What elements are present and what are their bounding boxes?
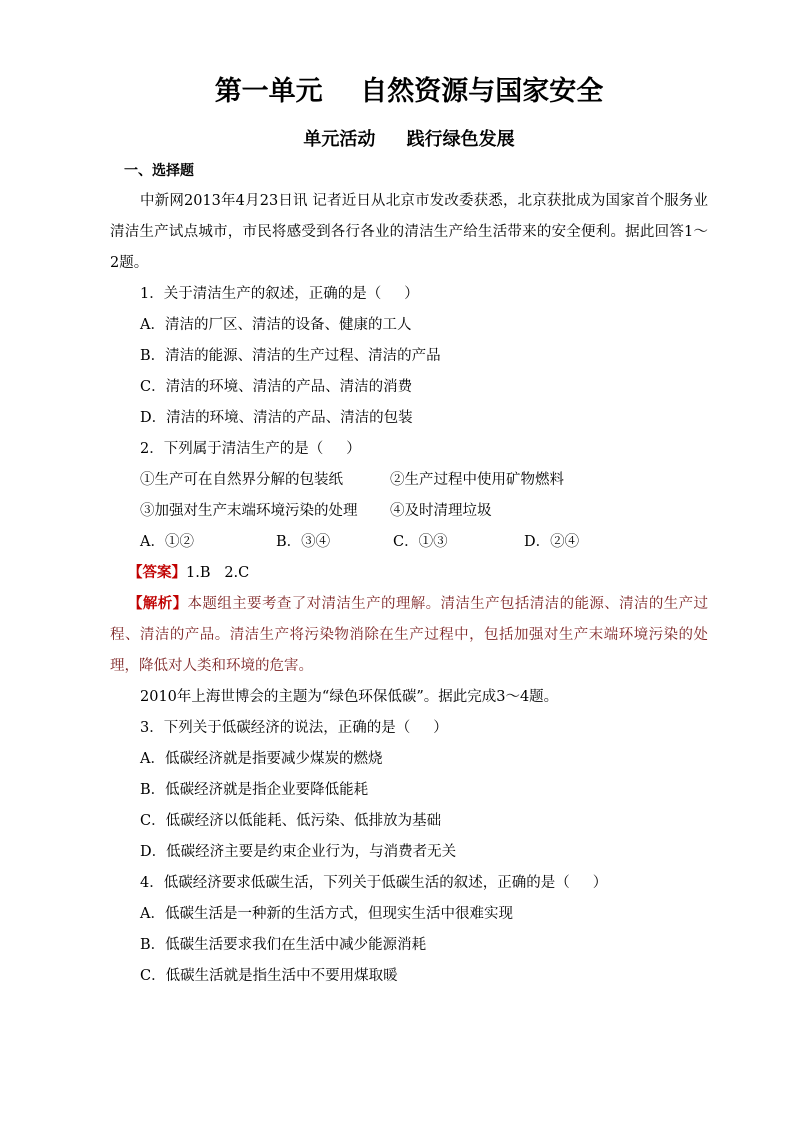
- question-1-option-a: A．清洁的厂区、清洁的设备、健康的工人: [140, 317, 412, 333]
- question-1-option-c: C．清洁的环境、清洁的产品、清洁的消费: [140, 379, 413, 395]
- question-2-item-1: ①生产可在自然界分解的包装纸: [140, 472, 343, 488]
- question-3-option-c: C．低碳经济以低能耗、低污染、低排放为基础: [140, 813, 442, 829]
- page-title: 第一单元 自然资源与国家安全: [214, 76, 604, 107]
- page-subtitle: 单元活动 践行绿色发展: [303, 129, 515, 150]
- question-4-option-b: B．低碳生活要求我们在生活中减少能源消耗: [140, 937, 427, 953]
- answer-text: 1.B 2.C: [186, 565, 250, 581]
- question-1-option-b: B．清洁的能源、清洁的生产过程、清洁的产品: [140, 348, 441, 364]
- analysis-paragraph: [110, 589, 708, 682]
- question-3: [110, 713, 708, 868]
- question-4-option-a: A．低碳生活是一种新的生活方式，但现实生活中很难实现: [140, 906, 513, 922]
- answer-line: [110, 558, 708, 589]
- question-1-stem: 1．关于清洁生产的叙述，正确的是（ ）: [140, 286, 419, 302]
- question-2-item-2: ②生产过程中使用矿物燃料: [390, 472, 564, 488]
- question-2-items-row-2: [110, 496, 708, 527]
- question-4: [110, 868, 708, 992]
- question-2-choice-a: A．①②: [140, 534, 194, 550]
- intro-paragraph-2: 2010年上海世博会的主题为“绿色环保低碳”。据此完成3～4题。: [140, 689, 559, 705]
- question-3-option-b: B．低碳经济就是指企业要降低能耗: [140, 782, 369, 798]
- question-3-stem: 3．下列关于低碳经济的说法，正确的是（ ）: [140, 720, 448, 736]
- question-3-option-a: A．低碳经济就是指要减少煤炭的燃烧: [140, 751, 383, 767]
- question-2-stem: 2．下列属于清洁生产的是（ ）: [140, 441, 361, 457]
- question-2-choices: [110, 527, 708, 558]
- question-4-stem: 4．低碳经济要求低碳生活，下列关于低碳生活的叙述，正确的是（ ）: [140, 875, 608, 891]
- question-2-item-4: ④及时清理垃圾: [390, 503, 492, 519]
- question-2-choice-b: B．③④: [276, 534, 331, 550]
- answer-tag: 【答案】: [128, 565, 186, 581]
- question-2-choice-c: C．①③: [393, 534, 448, 550]
- question-2-choice-d: D．②④: [524, 534, 580, 550]
- question-4-option-c: C．低碳生活就是指生活中不要用煤取暖: [140, 968, 398, 984]
- question-3-option-d: D．低碳经济主要是约束企业行为，与消费者无关: [140, 844, 457, 860]
- question-2-items-row-1: [110, 465, 708, 496]
- question-2-item-3: ③加强对生产末端环境污染的处理: [140, 503, 358, 519]
- intro-paragraph-1: 中新网2013年4月23日讯 记者近日从北京市发改委获悉，北京获批成为国家首个服务业清洁生产试点城市，市民将感受到各行各业的清洁生产给生活带来的安全便利。据此回答1～2题。: [110, 193, 708, 271]
- analysis-tag: 【解析】: [128, 596, 188, 612]
- section-heading: 一、选择题: [124, 163, 194, 179]
- question-2: [110, 434, 708, 558]
- question-1: [110, 279, 708, 434]
- question-1-option-d: D．清洁的环境、清洁的产品、清洁的包装: [140, 410, 413, 426]
- analysis-text: 本题组主要考查了对清洁生产的理解。清洁生产包括清洁的能源、清洁的生产过程、清洁的产品。清洁生产将污染物消除在生产过程中，包括加强对生产末端环境污染的处理，降低对人类和环境的危害。: [110, 596, 709, 674]
